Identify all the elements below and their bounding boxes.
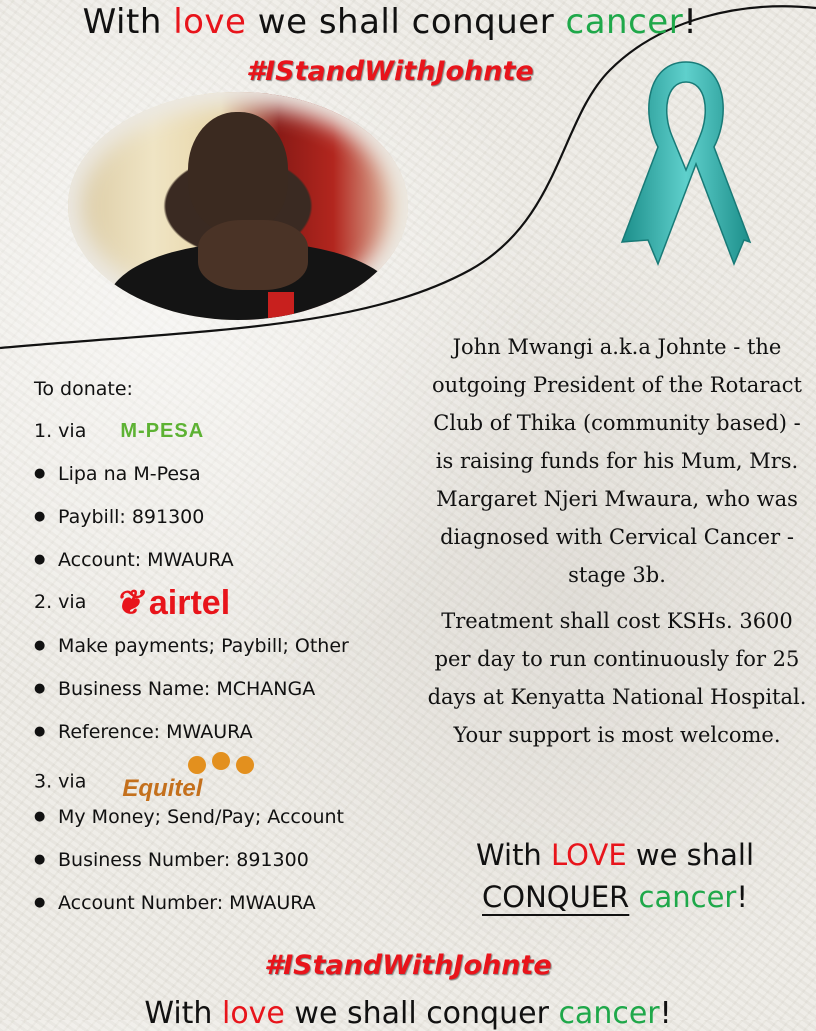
- equitel-via: 3. via: [34, 770, 87, 793]
- story-text: [422, 328, 812, 762]
- teal-ribbon-icon: [618, 52, 754, 282]
- list-item: ● Business Name: MCHANGA: [34, 678, 316, 700]
- airtel-via: 2. via: [34, 591, 87, 613]
- slogan-mid: we shall conquer: [246, 2, 566, 42]
- story-paragraph-1: John Mwangi a.k.a Johnte - the outgoing President of the Rotaract Club of Thika (community based) - is raising funds for his Mum, Mrs. Margaret Njeri Mwaura, who was diagnosed with Cervical Cancer - stage 3b.: [432, 335, 802, 587]
- list-item: ● My Money; Send/Pay; Account: [34, 806, 345, 828]
- mpesa-row: [34, 416, 204, 446]
- list-item: ● Make payments; Paybill; Other: [34, 635, 349, 657]
- list-item: ● Paybill: 891300: [34, 506, 205, 528]
- list-item: ● Account Number: MWAURA: [34, 892, 316, 914]
- equitel-row: [34, 760, 262, 802]
- slogan-cancer: cancer: [565, 2, 684, 42]
- mpesa-logo: M-PESA: [120, 420, 205, 442]
- slogan-love: love: [173, 2, 247, 42]
- airtel-row: [34, 583, 231, 622]
- donate-title: To donate:: [34, 378, 133, 400]
- slogan-end: !: [683, 2, 698, 42]
- bottom-slogan: With love we shall conquer cancer!: [144, 996, 672, 1031]
- story-paragraph-2: Treatment shall cost KSHs. 3600 per day to run continuously for 25 days at Kenyatta National Hospital. Your support is most welcome.: [427, 609, 807, 747]
- mpesa-via: 1. via: [34, 420, 87, 442]
- top-hashtag: #IStandWithJohnte: [246, 56, 534, 87]
- johnte-photo: [68, 92, 408, 320]
- list-item: ● Account: MWAURA: [34, 549, 234, 571]
- closing-slogan: With LOVE we shall CONQUER cancer!: [475, 838, 755, 914]
- equitel-logo: Equitel: [122, 760, 262, 804]
- top-slogan: [0, 2, 780, 42]
- list-item: ● Lipa na M-Pesa: [34, 463, 201, 485]
- airtel-logo: ❦ airtel: [114, 583, 231, 622]
- list-item: ● Reference: MWAURA: [34, 721, 253, 743]
- list-item: ● Business Number: 891300: [34, 849, 309, 871]
- bottom-hashtag: #IStandWithJohnte: [264, 950, 552, 981]
- slogan-pre: With: [82, 2, 174, 42]
